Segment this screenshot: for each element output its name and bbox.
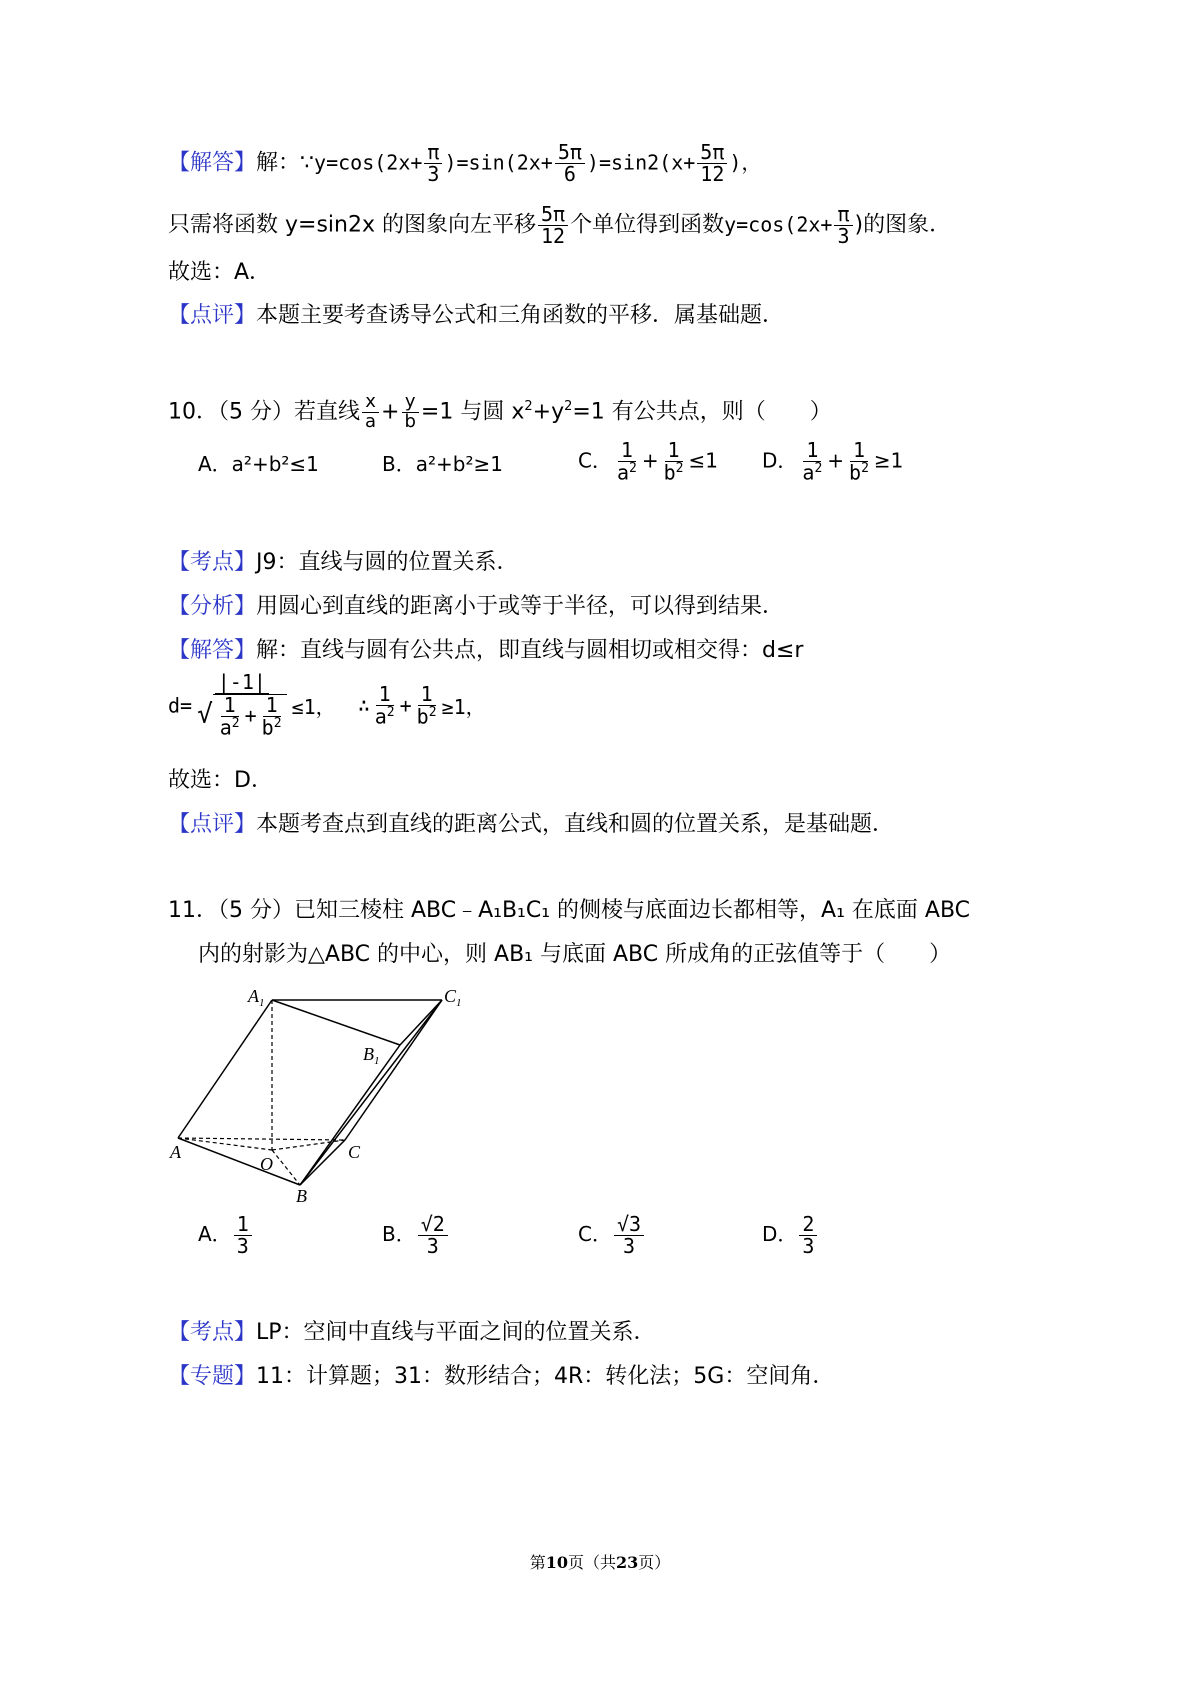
denominator [259, 717, 285, 739]
option-label: D． [762, 1222, 798, 1246]
numerator: 5π [697, 142, 727, 164]
denominator: 3 [837, 224, 850, 248]
denominator [661, 462, 687, 484]
denominator [217, 717, 243, 739]
answer-text: 解：直线与圆有公共点，即直线与圆相切或相交得：d≤r [256, 638, 804, 663]
topic-text: 11：计算题；31：数形结合；4R：转化法；5G：空间角． [256, 1364, 835, 1389]
superscript: 2 [231, 716, 240, 731]
label-b1: $B_1$ [363, 1044, 380, 1067]
superscript: 2 [629, 461, 637, 476]
label-a1: $A_1$ [248, 986, 265, 1009]
text: d= [168, 693, 193, 718]
label-c: C [348, 1142, 361, 1162]
stem-text: 10．（5 分）若直线 [168, 399, 360, 425]
q11-stem-line2: 内的射影为△ABC 的中心，则 AB₁ 与底面 ABC 所成角的正弦值等于（ ） [198, 942, 952, 967]
denominator: 3 [426, 1234, 439, 1258]
plus: + [399, 693, 412, 718]
plus: + [641, 448, 659, 473]
label-c1: $C_1$ [444, 986, 462, 1009]
denominator: a [365, 410, 377, 432]
q11-topic-line [168, 1362, 834, 1392]
point-text: J9：直线与圆的位置关系． [256, 550, 519, 575]
superscript: 2 [675, 461, 684, 476]
denominator: 3 [427, 162, 440, 186]
point-tag: 【考点】 [168, 550, 257, 575]
comment-text: 本题主要考查诱导公式和三角函数的平移．属基础题． [256, 303, 785, 328]
fraction [661, 440, 687, 484]
numerator: 1 [221, 695, 239, 717]
label-o: O [260, 1154, 273, 1174]
base: b [261, 715, 274, 740]
q10-comment-line [168, 810, 894, 840]
numerator: x [362, 393, 379, 413]
q10-choice: 故选：D． [168, 768, 273, 793]
edge-b1c1 [400, 1000, 442, 1045]
base: b [849, 460, 862, 485]
fraction [362, 390, 379, 432]
edge-a1b1 [272, 1000, 400, 1045]
q10-option-b[interactable]: B．a²+b²≥1 [382, 452, 503, 476]
numerator: π [834, 204, 852, 226]
q11-option-d[interactable] [762, 1214, 819, 1257]
math-part: y=cos(2x+ [724, 212, 833, 237]
superscript: 2 [814, 461, 823, 476]
denominator: 12 [700, 162, 725, 186]
sol9-choice: 故选：A． [168, 260, 272, 285]
edge-bb1 [300, 1045, 400, 1185]
numerator: √3 [614, 1214, 644, 1236]
text: =1 有公共点，则（ ） [572, 399, 832, 425]
q10-option-c[interactable] [578, 440, 718, 484]
q10-option-a[interactable]: A．a²+b²≤1 [198, 452, 319, 476]
superscript: 2 [564, 399, 573, 414]
total-pages: 23 [616, 1553, 639, 1572]
q10-option-d[interactable] [762, 440, 903, 484]
base: a [219, 715, 232, 740]
analysis-tag: 【分析】 [168, 594, 257, 619]
text: =1 [420, 399, 454, 425]
q11-option-a[interactable] [198, 1214, 254, 1257]
fraction [834, 204, 852, 247]
base: b [416, 704, 429, 729]
point-text: LP：空间中直线与平面之间的位置关系． [256, 1320, 656, 1345]
text: 与圆 x [460, 399, 525, 425]
plus: + [244, 703, 257, 728]
fraction [799, 1214, 817, 1257]
denominator [372, 706, 398, 728]
q11-option-c[interactable] [578, 1214, 646, 1257]
edge-ac-hidden [178, 1138, 345, 1140]
base: a [374, 704, 387, 729]
math-part: )， [729, 150, 762, 175]
edge-aa1 [178, 1000, 272, 1138]
text: )的图象． [854, 212, 952, 238]
numerator: 1 [418, 684, 436, 706]
prism-figure [160, 980, 490, 1210]
superscript: 2 [524, 399, 533, 414]
label-b: B [296, 1186, 307, 1206]
q10-analysis-line [168, 592, 784, 622]
q11-stem-line1: 11．（5 分）已知三棱柱 ABC﹣A₁B₁C₁ 的侧棱与底面边长都相等，A₁ 在底面 ABC [168, 898, 971, 923]
denominator [799, 462, 825, 484]
numerator: π [424, 142, 442, 164]
footer-text: 第 [529, 1553, 546, 1572]
q10-distance-formula [168, 672, 486, 762]
denominator: 3 [236, 1234, 249, 1258]
numerator: 1 [263, 695, 281, 717]
footer-text: 页（共 [567, 1553, 616, 1572]
comment-text: 本题考查点到直线的距离公式，直线和圆的位置关系，是基础题． [256, 812, 895, 837]
sol9-answer-line [168, 142, 761, 185]
option-label: B． [382, 1222, 416, 1246]
edge-c1b [300, 1000, 442, 1185]
plus: + [827, 448, 845, 473]
superscript: 2 [386, 704, 395, 720]
plus: + [381, 399, 400, 425]
denominator: 3 [622, 1234, 636, 1258]
base: b [663, 460, 676, 485]
relation: ≥1 [873, 448, 904, 473]
option-label: C． [578, 448, 612, 473]
relation: ≤1， [291, 694, 336, 719]
numerator: |-1| [215, 672, 269, 694]
fraction [259, 695, 285, 739]
numerator: √2 [418, 1214, 448, 1236]
superscript: 2 [428, 704, 437, 720]
q10-point-line [168, 548, 519, 578]
fraction [234, 1214, 252, 1257]
fraction [194, 672, 289, 739]
fraction [555, 142, 585, 185]
denominator: 6 [563, 162, 576, 186]
analysis-text: 用圆心到直线的距离小于或等于半径，可以得到结果． [256, 594, 785, 619]
denominator: 3 [802, 1234, 815, 1258]
q11-point-line [168, 1318, 656, 1348]
sol9-line2 [168, 204, 951, 247]
fraction [372, 681, 398, 729]
math-part: y=cos(2x+ [314, 150, 423, 175]
footer-text: 页） [638, 1553, 671, 1572]
text: 只需将函数 y=sin2x 的图象向左平移 [168, 212, 536, 238]
math-part: )=sin2(x+ [586, 150, 696, 175]
radicand [213, 694, 287, 739]
sol9-comment-line [168, 301, 784, 331]
numerator: y [402, 393, 419, 413]
numerator: 1 [665, 440, 683, 462]
denominator [614, 462, 640, 484]
numerator: 1 [618, 440, 636, 462]
numerator: 1 [234, 1214, 252, 1236]
because-symbol: ∵ [300, 150, 315, 176]
fraction [614, 1214, 644, 1257]
superscript: 2 [861, 461, 869, 476]
page-number: 10 [545, 1553, 568, 1572]
denominator [194, 694, 289, 739]
denominator [846, 462, 872, 484]
fraction [418, 1214, 448, 1257]
math-part: )=sin(2x+ [444, 150, 553, 175]
base: a [616, 460, 630, 485]
numerator: 2 [799, 1214, 817, 1236]
point-tag: 【考点】 [168, 1320, 257, 1345]
numerator: 5π [555, 142, 585, 164]
fraction [614, 440, 640, 484]
fraction [424, 142, 442, 185]
text: +y [532, 399, 565, 425]
option-label: C． [578, 1222, 612, 1246]
fraction [414, 681, 440, 729]
numerator: 1 [376, 684, 394, 706]
option-label: D． [762, 448, 798, 473]
label-a: A [170, 1142, 181, 1162]
page-footer [0, 1550, 1200, 1573]
edge-bc [300, 1140, 345, 1185]
relation: ≥1， [441, 694, 486, 719]
option-label: A． [198, 1222, 232, 1246]
answer-tag: 【解答】 [168, 638, 257, 663]
fraction [401, 390, 418, 432]
edge-cc1 [345, 1000, 442, 1140]
superscript: 2 [273, 716, 282, 731]
sqrt-icon: √ [197, 699, 213, 730]
q10-stem [168, 392, 832, 432]
fraction [799, 440, 825, 484]
numerator: 1 [803, 440, 821, 462]
answer-tag: 【解答】 [168, 150, 257, 176]
therefore-symbol: ∴ [357, 693, 370, 718]
relation: ≤1 [688, 448, 718, 473]
topic-tag: 【专题】 [168, 1364, 257, 1389]
denominator: b [404, 410, 416, 432]
denominator: 12 [540, 224, 566, 248]
comment-tag: 【点评】 [168, 303, 257, 328]
numerator: 1 [850, 440, 868, 462]
fraction [697, 142, 727, 185]
fraction [538, 204, 568, 247]
fraction [846, 440, 872, 484]
base: a [802, 460, 815, 485]
numerator: 5π [538, 204, 568, 226]
comment-tag: 【点评】 [168, 812, 257, 837]
denominator [414, 706, 440, 728]
q10-answer-line [168, 636, 803, 666]
fraction [217, 695, 243, 739]
q11-option-b[interactable] [382, 1214, 450, 1257]
jie: 解： [256, 150, 301, 176]
text: 个单位得到函数 [570, 212, 725, 238]
